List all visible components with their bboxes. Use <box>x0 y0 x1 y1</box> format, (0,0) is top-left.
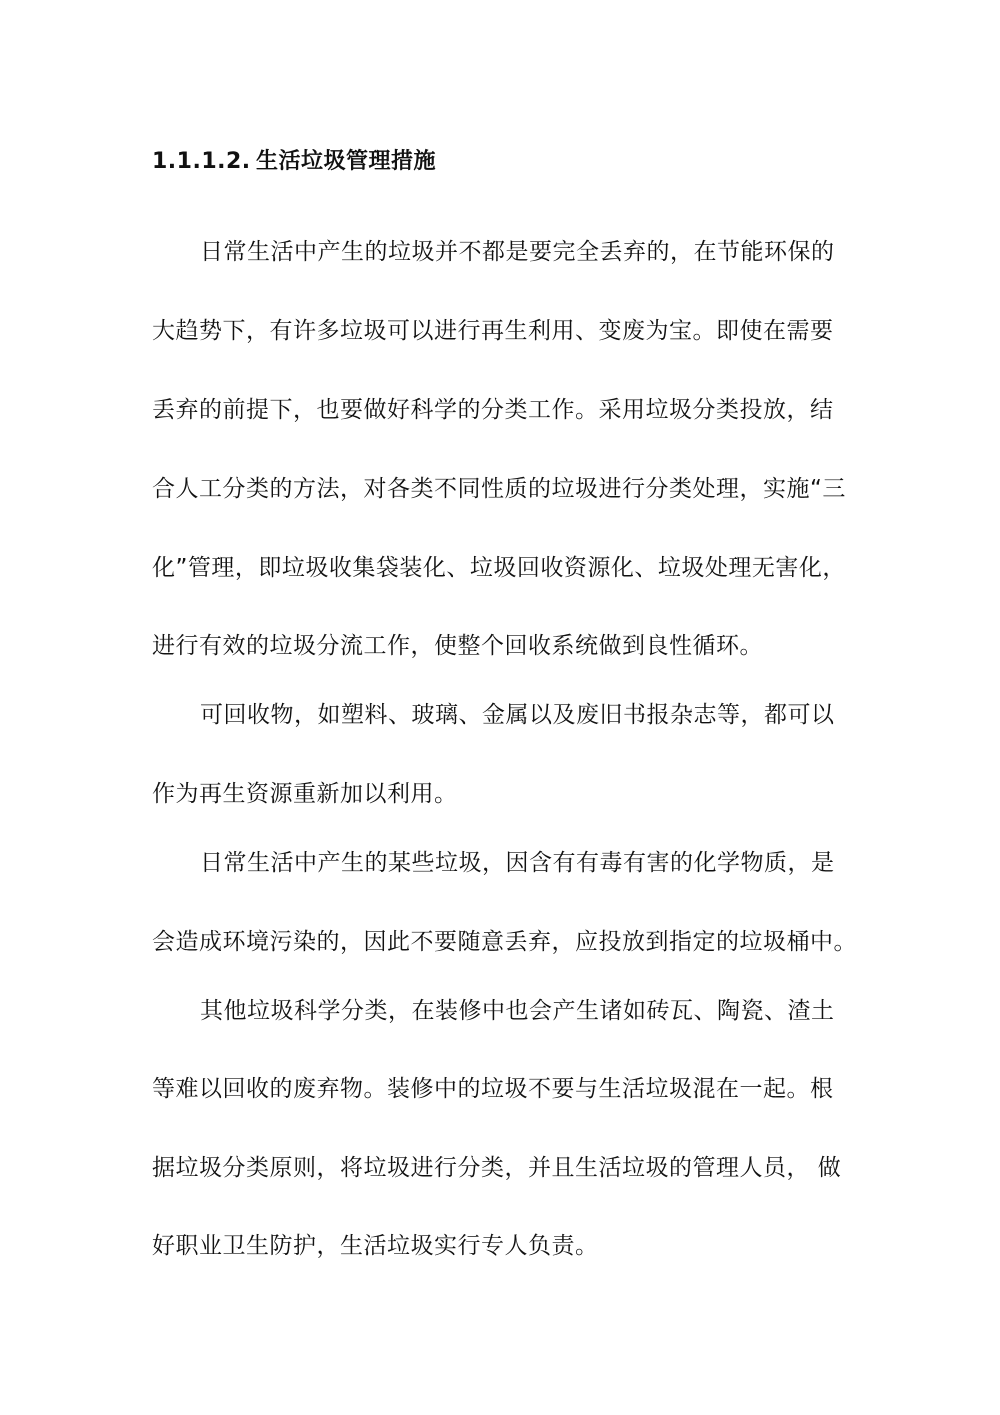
paragraph-line: 其他垃圾科学分类，在装修中也会产生诸如砖瓦、陶瓷、渣土 <box>200 998 835 1024</box>
paragraph-line: 日常生活中产生的某些垃圾，因含有有毒有害的化学物质，是 <box>200 850 835 876</box>
paragraph-line: 可回收物，如塑料、玻璃、金属以及废旧书报杂志等，都可以 <box>200 702 835 728</box>
paragraph-line: 作为再生资源重新加以利用。 <box>152 781 458 807</box>
paragraph-line: 丢弃的前提下，也要做好科学的分类工作。采用垃圾分类投放，结 <box>152 397 834 423</box>
paragraph-line: 化”管理，即垃圾收集袋装化、垃圾回收资源化、垃圾处理无害化， <box>152 555 846 581</box>
section-title: 生活垃圾管理措施 <box>256 149 437 174</box>
paragraph-line: 合人工分类的方法，对各类不同性质的垃圾进行分类处理，实施“三 <box>152 476 846 502</box>
paragraph-line: 进行有效的垃圾分流工作，使整个回收系统做到良性循环。 <box>152 633 763 659</box>
section-number: 1.1.1.2. <box>152 149 251 174</box>
paragraph-line: 日常生活中产生的垃圾并不都是要完全丢弃的，在节能环保的 <box>200 239 835 265</box>
paragraph-line: 据垃圾分类原则，将垃圾进行分类，并且生活垃圾的管理人员， 做 <box>152 1155 842 1181</box>
section-heading <box>152 144 436 175</box>
paragraph-line: 会造成环境污染的，因此不要随意丢弃，应投放到指定的垃圾桶中。 <box>152 929 857 955</box>
paragraph-line: 好职业卫生防护，生活垃圾实行专人负责。 <box>152 1233 599 1259</box>
paragraph-line: 大趋势下，有许多垃圾可以进行再生利用、变废为宝。即使在需要 <box>152 318 834 344</box>
paragraph-line: 等难以回收的废弃物。装修中的垃圾不要与生活垃圾混在一起。根 <box>152 1076 834 1102</box>
